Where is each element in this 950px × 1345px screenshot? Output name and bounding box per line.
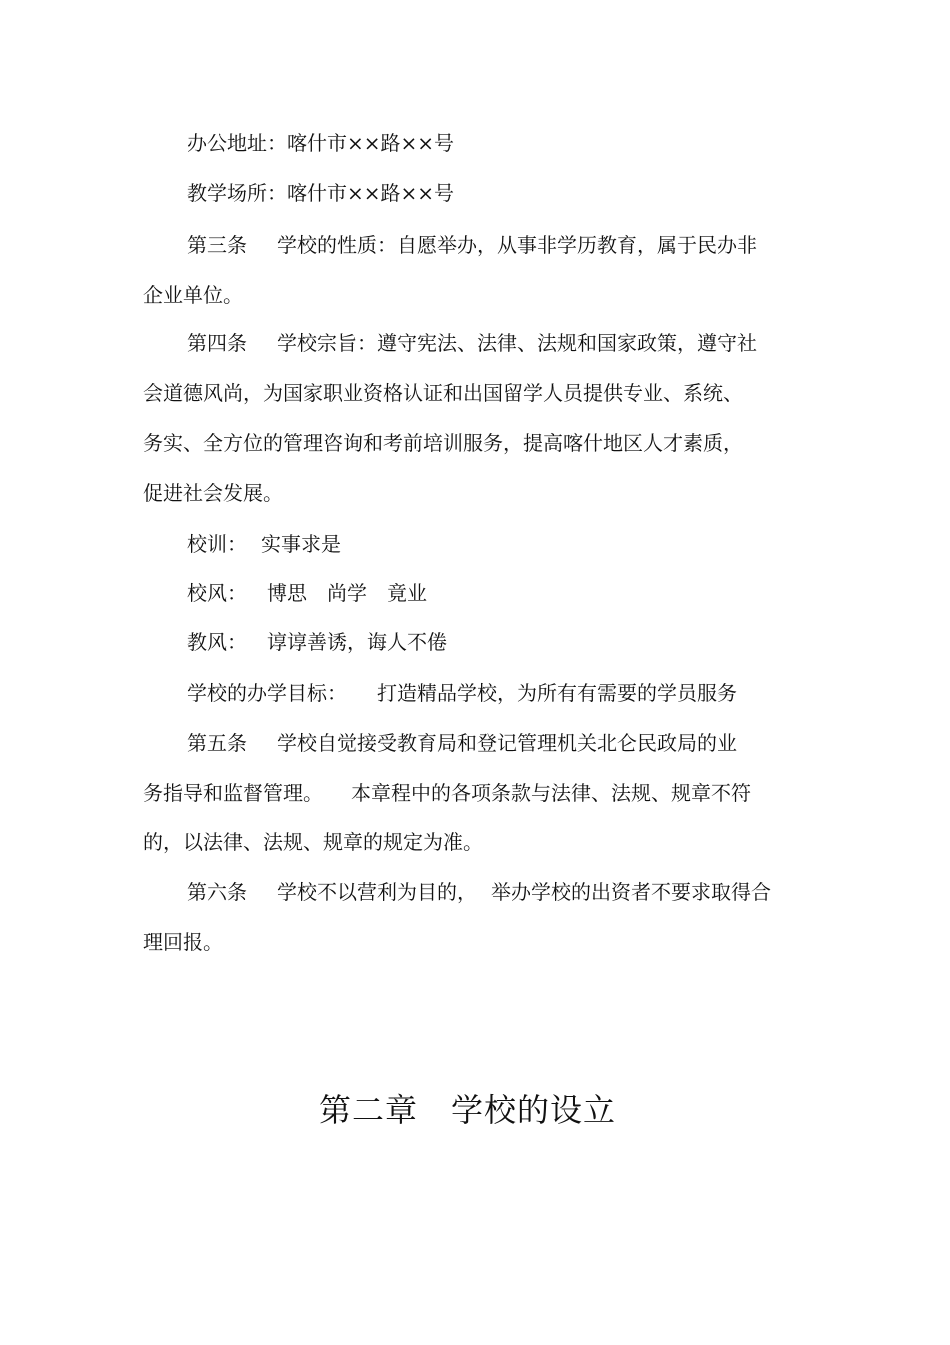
teaching-venue-value: 喀什市××路××号 — [287, 181, 455, 205]
article-6-continuation: 理回报。 — [143, 930, 223, 954]
article-3-line — [187, 233, 757, 257]
teaching-venue-label: 教学场所： — [187, 181, 287, 205]
school-style-line — [187, 581, 427, 605]
office-address-label: 办公地址： — [187, 131, 287, 155]
school-style-value: 博思 尚学 竟业 — [267, 581, 427, 605]
article-6-line — [187, 880, 771, 904]
teaching-style-line — [187, 630, 447, 654]
office-address-value: 喀什市××路××号 — [287, 131, 455, 155]
article-4-line — [187, 331, 757, 355]
school-motto-line — [187, 532, 341, 556]
article-3-heading: 第三条 — [187, 233, 247, 257]
office-address-line — [187, 131, 454, 155]
article-4-heading: 第四条 — [187, 331, 247, 355]
article-6-heading: 第六条 — [187, 880, 247, 904]
article-6-text-a: 学校不以营利为目的， — [277, 880, 477, 904]
article-5-continuation-2: 的，以法律、法规、规章的规定为准。 — [143, 830, 483, 854]
article-5-continuation-1 — [143, 781, 751, 805]
article-5-text: 学校自觉接受教育局和登记管理机关北仑民政局的业 — [277, 731, 737, 755]
school-motto-value: 实事求是 — [261, 532, 341, 556]
chapter-title: 第二章 学校的设立 — [318, 1091, 616, 1129]
teaching-style-value: 谆谆善诱，诲人不倦 — [267, 630, 447, 654]
article-3-text: 学校的性质：自愿举办，从事非学历教育，属于民办非 — [277, 233, 757, 257]
teaching-style-label: 教风： — [187, 630, 247, 654]
article-5-heading: 第五条 — [187, 731, 247, 755]
teaching-venue-line — [187, 181, 454, 205]
article-4-continuation-3: 促进社会发展。 — [143, 481, 283, 505]
school-motto-label: 校训： — [187, 532, 247, 556]
article-5-line — [187, 731, 737, 755]
article-4-continuation-1: 会道德风尚，为国家职业资格认证和出国留学人员提供专业、系统、 — [143, 381, 743, 405]
article-5-continuation-1a: 务指导和监督管理。 — [143, 781, 323, 805]
article-5-continuation-1b: 本章程中的各项条款与法律、法规、规章不符 — [351, 781, 751, 805]
article-6-text-b: 举办学校的出资者不要求取得合 — [491, 880, 771, 904]
school-style-label: 校风： — [187, 581, 247, 605]
article-4-continuation-2: 务实、全方位的管理咨询和考前培训服务，提高喀什地区人才素质， — [143, 431, 743, 455]
article-3-continuation: 企业单位。 — [143, 283, 243, 307]
school-goal-line — [187, 681, 737, 705]
school-goal-value: 打造精品学校，为所有有需要的学员服务 — [377, 681, 737, 705]
article-4-text: 学校宗旨：遵守宪法、法律、法规和国家政策，遵守社 — [277, 331, 757, 355]
school-goal-label: 学校的办学目标： — [187, 681, 347, 705]
